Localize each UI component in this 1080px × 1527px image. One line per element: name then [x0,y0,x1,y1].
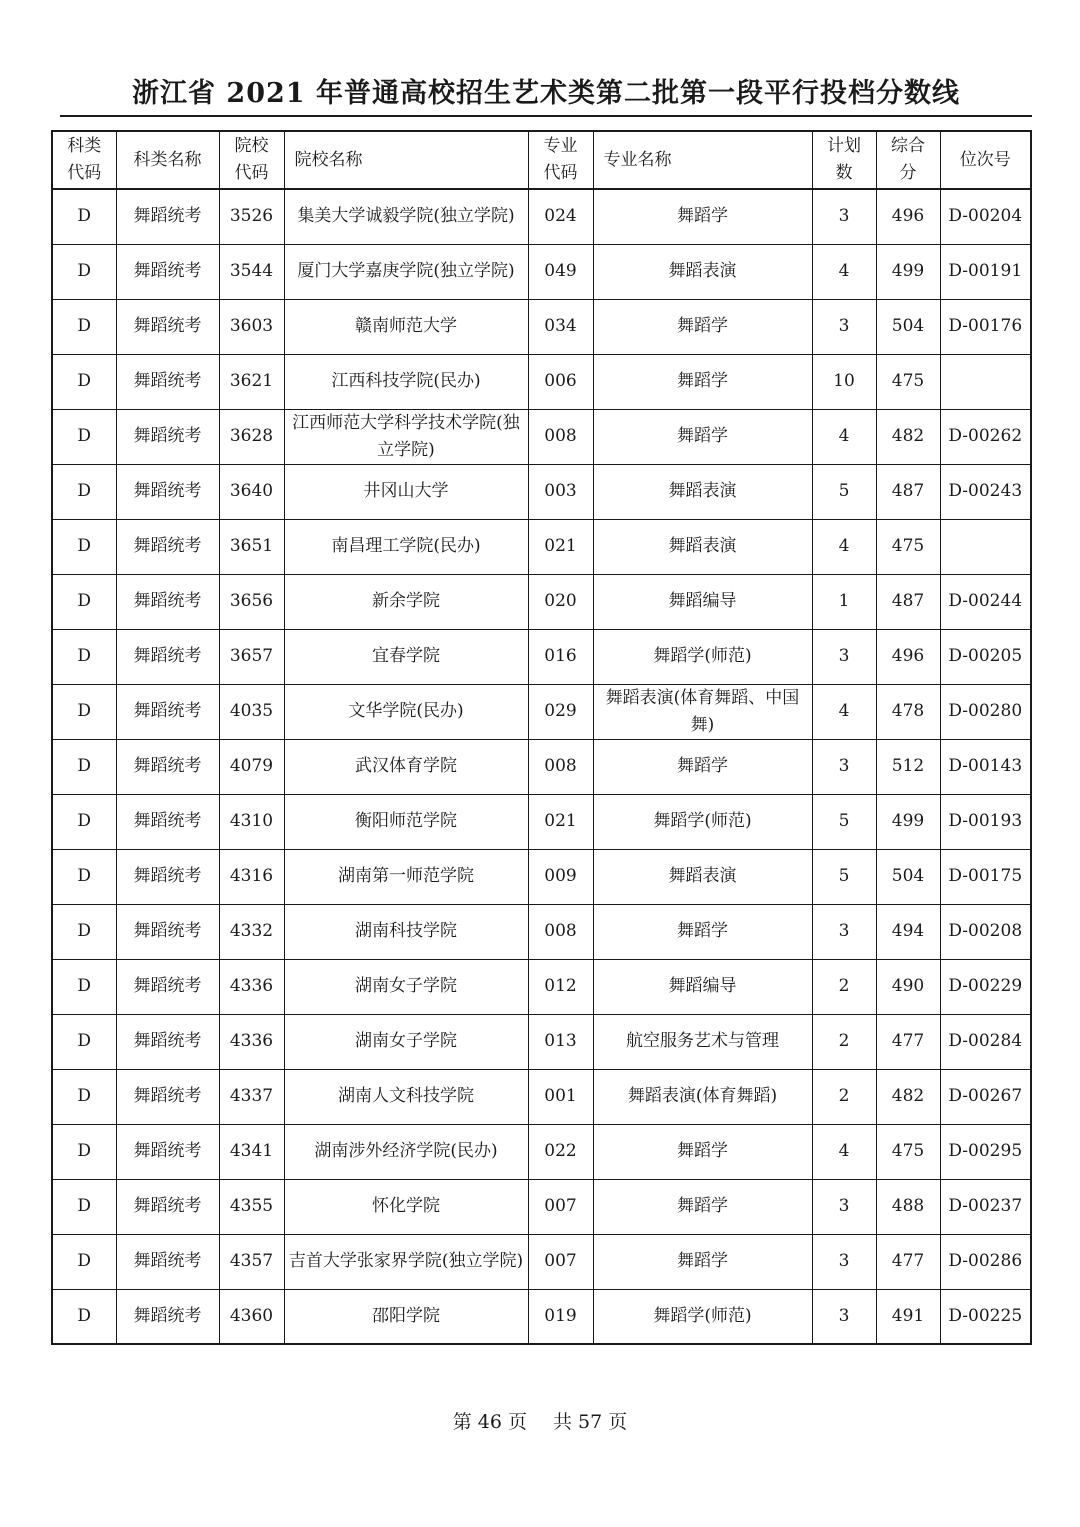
cell-school-name: 新余学院 [284,574,528,629]
cell-school-name: 武汉体育学院 [284,739,528,794]
table-row [52,739,1031,794]
cell-score: 496 [876,189,940,244]
cell-subject-code: D [52,299,116,354]
cell-school-name: 文华学院(民办) [284,684,528,739]
cell-major-code: 007 [528,1179,593,1234]
cell-subject-name: 舞蹈统考 [116,1069,219,1124]
cell-major-code: 001 [528,1069,593,1124]
cell-rank: D-00237 [940,1179,1031,1234]
cell-rank: D-00175 [940,849,1031,904]
cell-rank: D-00243 [940,464,1031,519]
cell-subject-code: D [52,684,116,739]
cell-major-name: 舞蹈表演 [593,519,812,574]
cell-score: 494 [876,904,940,959]
cell-school-code: 3656 [219,574,284,629]
cell-plan: 2 [812,1069,876,1124]
cell-plan: 5 [812,849,876,904]
cell-rank: D-00295 [940,1124,1031,1179]
cell-plan: 3 [812,739,876,794]
cell-rank: D-00284 [940,1014,1031,1069]
cell-school-name: 厦门大学嘉庚学院(独立学院) [284,244,528,299]
cell-school-name: 湖南女子学院 [284,1014,528,1069]
cell-rank: D-00193 [940,794,1031,849]
cell-subject-code: D [52,904,116,959]
cell-subject-name: 舞蹈统考 [116,409,219,464]
cell-score: 477 [876,1014,940,1069]
cell-rank [940,354,1031,409]
cell-school-name: 宜春学院 [284,629,528,684]
cell-major-name: 舞蹈学 [593,904,812,959]
cell-subject-code: D [52,739,116,794]
page-title: 浙江省 2021 年普通高校招生艺术类第二批第一段平行投档分数线 [132,78,960,109]
cell-rank: D-00286 [940,1234,1031,1289]
cell-rank: D-00191 [940,244,1031,299]
cell-score: 482 [876,1069,940,1124]
cell-score: 478 [876,684,940,739]
table-row [52,1179,1031,1234]
cell-subject-name: 舞蹈统考 [116,244,219,299]
cell-rank: D-00176 [940,299,1031,354]
table-row [52,849,1031,904]
cell-major-code: 007 [528,1234,593,1289]
header-subject-name: 科类名称 [116,131,219,189]
table-row [52,1069,1031,1124]
cell-subject-code: D [52,1289,116,1344]
cell-major-code: 009 [528,849,593,904]
cell-major-code: 029 [528,684,593,739]
cell-subject-code: D [52,409,116,464]
cell-subject-code: D [52,1179,116,1234]
cell-major-name: 舞蹈学 [593,189,812,244]
cell-major-name: 舞蹈表演(体育舞蹈) [593,1069,812,1124]
cell-subject-code: D [52,464,116,519]
cell-major-name: 舞蹈学 [593,1124,812,1179]
cell-subject-code: D [52,189,116,244]
cell-school-code: 4316 [219,849,284,904]
cell-score: 487 [876,574,940,629]
cell-school-code: 4310 [219,794,284,849]
table-row [52,684,1031,739]
cell-major-name: 舞蹈表演 [593,849,812,904]
cell-subject-code: D [52,1124,116,1179]
table-row [52,794,1031,849]
cell-major-code: 013 [528,1014,593,1069]
cell-subject-code: D [52,629,116,684]
header-score: 综合 分 [876,131,940,189]
cell-plan: 4 [812,1124,876,1179]
cell-major-code: 008 [528,409,593,464]
header-school-name: 院校名称 [284,131,528,189]
table-row [52,1234,1031,1289]
cell-rank: D-00205 [940,629,1031,684]
table-row [52,959,1031,1014]
cell-major-name: 舞蹈表演 [593,244,812,299]
cell-major-code: 016 [528,629,593,684]
cell-score: 475 [876,1124,940,1179]
cell-school-name: 湖南科技学院 [284,904,528,959]
cell-school-name: 井冈山大学 [284,464,528,519]
cell-subject-name: 舞蹈统考 [116,904,219,959]
cell-rank: D-00225 [940,1289,1031,1344]
cell-school-name: 湖南第一师范学院 [284,849,528,904]
cell-major-name: 舞蹈学 [593,409,812,464]
cell-subject-name: 舞蹈统考 [116,849,219,904]
cell-score: 487 [876,464,940,519]
cell-school-name: 吉首大学张家界学院(独立学院) [284,1234,528,1289]
cell-subject-code: D [52,959,116,1014]
cell-subject-code: D [52,849,116,904]
cell-subject-name: 舞蹈统考 [116,519,219,574]
cell-school-name: 湖南女子学院 [284,959,528,1014]
cell-plan: 2 [812,959,876,1014]
cell-subject-name: 舞蹈统考 [116,1179,219,1234]
cell-plan: 5 [812,464,876,519]
cell-major-name: 舞蹈学 [593,1179,812,1234]
cell-subject-name: 舞蹈统考 [116,1124,219,1179]
cell-school-name: 江西科技学院(民办) [284,354,528,409]
cell-subject-name: 舞蹈统考 [116,1234,219,1289]
cell-rank: D-00229 [940,959,1031,1014]
cell-major-name: 舞蹈编导 [593,959,812,1014]
cell-subject-name: 舞蹈统考 [116,354,219,409]
cell-plan: 3 [812,904,876,959]
cell-major-name: 舞蹈编导 [593,574,812,629]
cell-school-name: 湖南涉外经济学院(民办) [284,1124,528,1179]
cell-subject-code: D [52,1234,116,1289]
cell-school-name: 江西师范大学科学技术学院(独立学院) [284,409,528,464]
cell-major-code: 008 [528,739,593,794]
cell-plan: 3 [812,1234,876,1289]
cell-school-name: 邵阳学院 [284,1289,528,1344]
table-row [52,299,1031,354]
table-row [52,464,1031,519]
cell-major-code: 019 [528,1289,593,1344]
cell-school-code: 4079 [219,739,284,794]
cell-score: 475 [876,519,940,574]
cell-major-code: 022 [528,1124,593,1179]
cell-plan: 3 [812,189,876,244]
cell-rank: D-00267 [940,1069,1031,1124]
cell-score: 475 [876,354,940,409]
table-row [52,244,1031,299]
table-row [52,1014,1031,1069]
title-underline [60,115,1032,117]
table-header-row [52,131,1031,189]
cell-school-name: 南昌理工学院(民办) [284,519,528,574]
cell-score: 504 [876,849,940,904]
cell-plan: 4 [812,409,876,464]
cell-score: 512 [876,739,940,794]
cell-subject-name: 舞蹈统考 [116,299,219,354]
cell-subject-name: 舞蹈统考 [116,794,219,849]
cell-rank: D-00204 [940,189,1031,244]
table-row [52,629,1031,684]
cell-subject-name: 舞蹈统考 [116,574,219,629]
cell-school-code: 4337 [219,1069,284,1124]
cell-score: 496 [876,629,940,684]
table-row [52,409,1031,464]
cell-school-code: 3526 [219,189,284,244]
page-total: 共 57 页 [553,1411,628,1433]
cell-school-code: 4357 [219,1234,284,1289]
cell-subject-code: D [52,244,116,299]
cell-major-name: 舞蹈学(师范) [593,629,812,684]
cell-plan: 4 [812,519,876,574]
cell-subject-name: 舞蹈统考 [116,1014,219,1069]
cell-major-code: 021 [528,794,593,849]
cell-plan: 4 [812,684,876,739]
cell-school-name: 集美大学诚毅学院(独立学院) [284,189,528,244]
cell-school-code: 4332 [219,904,284,959]
cell-major-code: 021 [528,519,593,574]
cell-subject-name: 舞蹈统考 [116,739,219,794]
cell-school-name: 赣南师范大学 [284,299,528,354]
cell-plan: 2 [812,1014,876,1069]
header-major-name: 专业名称 [593,131,812,189]
cell-major-name: 舞蹈表演 [593,464,812,519]
page-number: 第 46 页 [452,1411,527,1433]
header-school-code: 院校 代码 [219,131,284,189]
cell-subject-code: D [52,574,116,629]
cell-subject-name: 舞蹈统考 [116,629,219,684]
cell-subject-code: D [52,519,116,574]
cell-score: 490 [876,959,940,1014]
cell-school-code: 3651 [219,519,284,574]
cell-major-name: 舞蹈学 [593,739,812,794]
cell-rank [940,519,1031,574]
cell-plan: 3 [812,1289,876,1344]
cell-subject-name: 舞蹈统考 [116,684,219,739]
cell-school-name: 衡阳师范学院 [284,794,528,849]
cell-major-code: 006 [528,354,593,409]
cell-school-code: 3657 [219,629,284,684]
cell-rank: D-00244 [940,574,1031,629]
page-footer [0,1407,1080,1437]
cell-plan: 3 [812,629,876,684]
header-major-code: 专业 代码 [528,131,593,189]
cell-major-name: 舞蹈学 [593,299,812,354]
table-row [52,354,1031,409]
cell-plan: 10 [812,354,876,409]
cell-major-code: 049 [528,244,593,299]
cell-subject-name: 舞蹈统考 [116,189,219,244]
cell-subject-name: 舞蹈统考 [116,464,219,519]
cell-major-code: 024 [528,189,593,244]
cell-school-code: 4336 [219,959,284,1014]
cell-school-code: 4341 [219,1124,284,1179]
cell-score: 499 [876,244,940,299]
cell-score: 504 [876,299,940,354]
cell-plan: 3 [812,299,876,354]
cell-major-code: 003 [528,464,593,519]
cell-major-name: 舞蹈学(师范) [593,1289,812,1344]
cell-school-code: 4336 [219,1014,284,1069]
cell-school-code: 3544 [219,244,284,299]
cell-major-name: 舞蹈学 [593,1234,812,1289]
cell-school-code: 4355 [219,1179,284,1234]
cell-major-name: 航空服务艺术与管理 [593,1014,812,1069]
cell-major-code: 034 [528,299,593,354]
cell-school-code: 4360 [219,1289,284,1344]
header-subject-code: 科类 代码 [52,131,116,189]
cell-score: 488 [876,1179,940,1234]
cell-subject-name: 舞蹈统考 [116,1289,219,1344]
cell-major-code: 020 [528,574,593,629]
cell-plan: 1 [812,574,876,629]
table-row [52,519,1031,574]
table-row [52,1289,1031,1344]
cell-major-name: 舞蹈学(师范) [593,794,812,849]
cell-school-code: 3640 [219,464,284,519]
cell-school-code: 3621 [219,354,284,409]
header-rank: 位次号 [940,131,1031,189]
cell-score: 477 [876,1234,940,1289]
cell-major-name: 舞蹈表演(体育舞蹈、中国舞) [593,684,812,739]
table-row [52,574,1031,629]
cell-subject-code: D [52,1014,116,1069]
cell-subject-code: D [52,354,116,409]
table-row [52,1124,1031,1179]
admission-score-table [51,130,1032,1345]
cell-subject-code: D [52,794,116,849]
cell-score: 491 [876,1289,940,1344]
cell-major-code: 008 [528,904,593,959]
cell-score: 499 [876,794,940,849]
cell-plan: 4 [812,244,876,299]
cell-score: 482 [876,409,940,464]
cell-rank: D-00208 [940,904,1031,959]
cell-rank: D-00143 [940,739,1031,794]
cell-school-name: 湖南人文科技学院 [284,1069,528,1124]
cell-major-code: 012 [528,959,593,1014]
cell-school-name: 怀化学院 [284,1179,528,1234]
table-row [52,904,1031,959]
cell-school-code: 4035 [219,684,284,739]
header-plan: 计划 数 [812,131,876,189]
cell-subject-name: 舞蹈统考 [116,959,219,1014]
cell-plan: 5 [812,794,876,849]
cell-rank: D-00280 [940,684,1031,739]
cell-rank: D-00262 [940,409,1031,464]
table-row [52,189,1031,244]
cell-school-code: 3603 [219,299,284,354]
cell-school-code: 3628 [219,409,284,464]
cell-subject-code: D [52,1069,116,1124]
cell-major-name: 舞蹈学 [593,354,812,409]
table-body [52,189,1031,1344]
cell-plan: 3 [812,1179,876,1234]
